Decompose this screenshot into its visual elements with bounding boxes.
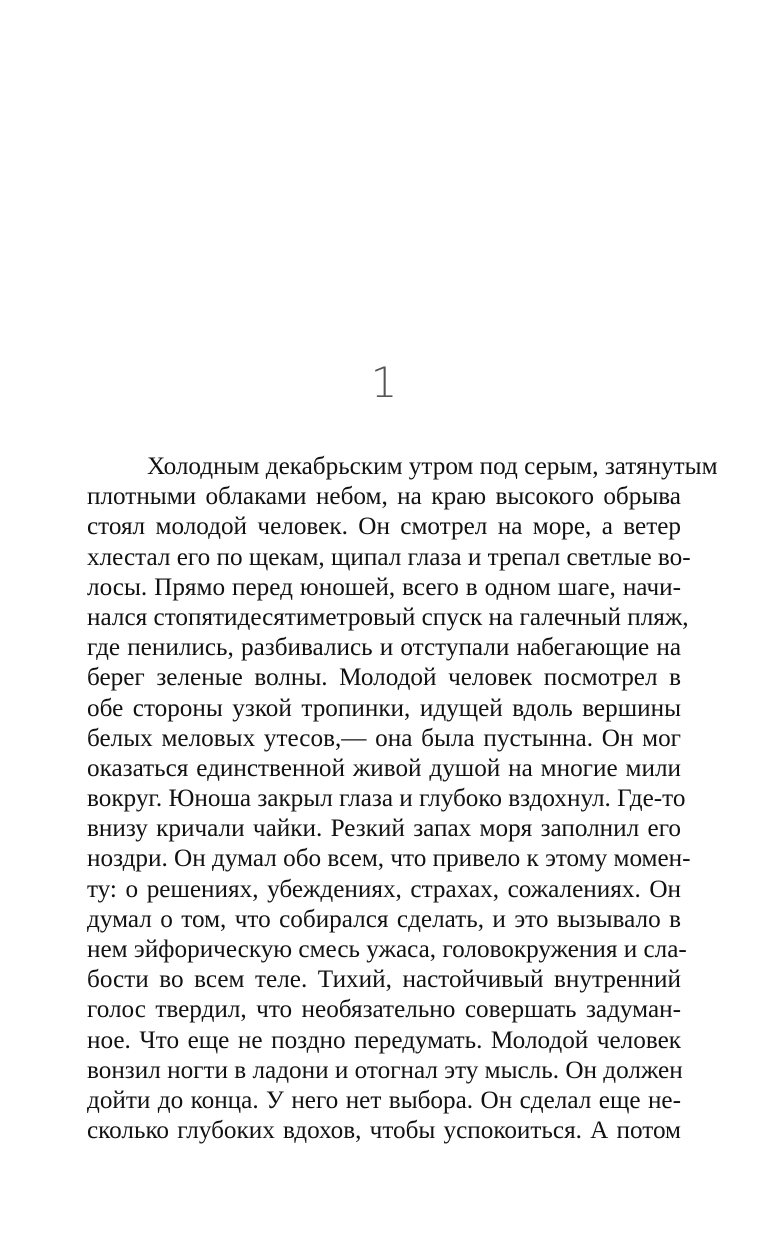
paragraph-line: дойти до конца. У него нет выбора. Он сделал еще не- [87, 1086, 681, 1114]
paragraph-line: сколько глубоких вдохов, чтобы успокоиться. А потом [87, 1117, 681, 1145]
paragraph-line: ноздри. Он думал обо всем, что привело к этому момен- [87, 845, 691, 873]
paragraph-line: голос твердил, что необязательно совершать задуман- [87, 996, 681, 1024]
paragraph-line: берег зеленые волны. Молодой человек посмотрел в [87, 664, 681, 692]
paragraph-line: Холодным декабрьским утром под серым, затянутым [147, 453, 718, 480]
paragraph-line: белых меловых утесов,— она была пустынна. Он мог [87, 724, 681, 752]
paragraph-line: нем эйфорическую смесь ужаса, головокружения и сла- [87, 936, 687, 963]
paragraph-line: ту: о решениях, убеждениях, страхах, сожалениях. Он [87, 875, 681, 903]
paragraph-line: хлестал его по щекам, щипал глаза и трепал светлые во- [87, 543, 691, 571]
paragraph-line: вокруг. Юноша закрыл глаза и глубоко вздохнул. Где-то [87, 785, 686, 813]
paragraph-line: нался стопятидесятиметровый спуск на галечный пляж, [87, 603, 689, 631]
paragraph-line: вонзил ногти в ладони и отогнал эту мысль. Он должен [87, 1056, 683, 1084]
chapter-paragraph [87, 452, 718, 1146]
paragraph-line: лосы. Прямо перед юношей, всего в одном шаге, начи- [87, 573, 681, 601]
paragraph-line: бости во всем теле. Тихий, настойчивый внутренний [87, 966, 681, 994]
paragraph-line: обе стороны узкой тропинки, идущей вдоль вершины [87, 694, 681, 722]
chapter-number: 1 [370, 358, 398, 407]
paragraph-line: думал о том, что собирался сделать, и это вызывало в [87, 905, 681, 933]
paragraph-line: внизу кричали чайки. Резкий запах моря заполнил его [87, 815, 681, 843]
paragraph-line: ное. Что еще не поздно передумать. Молодой человек [87, 1026, 681, 1054]
paragraph-line: где пенились, разбивались и отступали набегающие на [87, 634, 681, 662]
paragraph-line: оказаться единственной живой душой на многие мили [87, 754, 681, 782]
paragraph-line: плотными облаками небом, на краю высокого обрыва [87, 483, 681, 511]
paragraph-line: стоял молодой человек. Он смотрел на море, а ветер [87, 513, 681, 541]
